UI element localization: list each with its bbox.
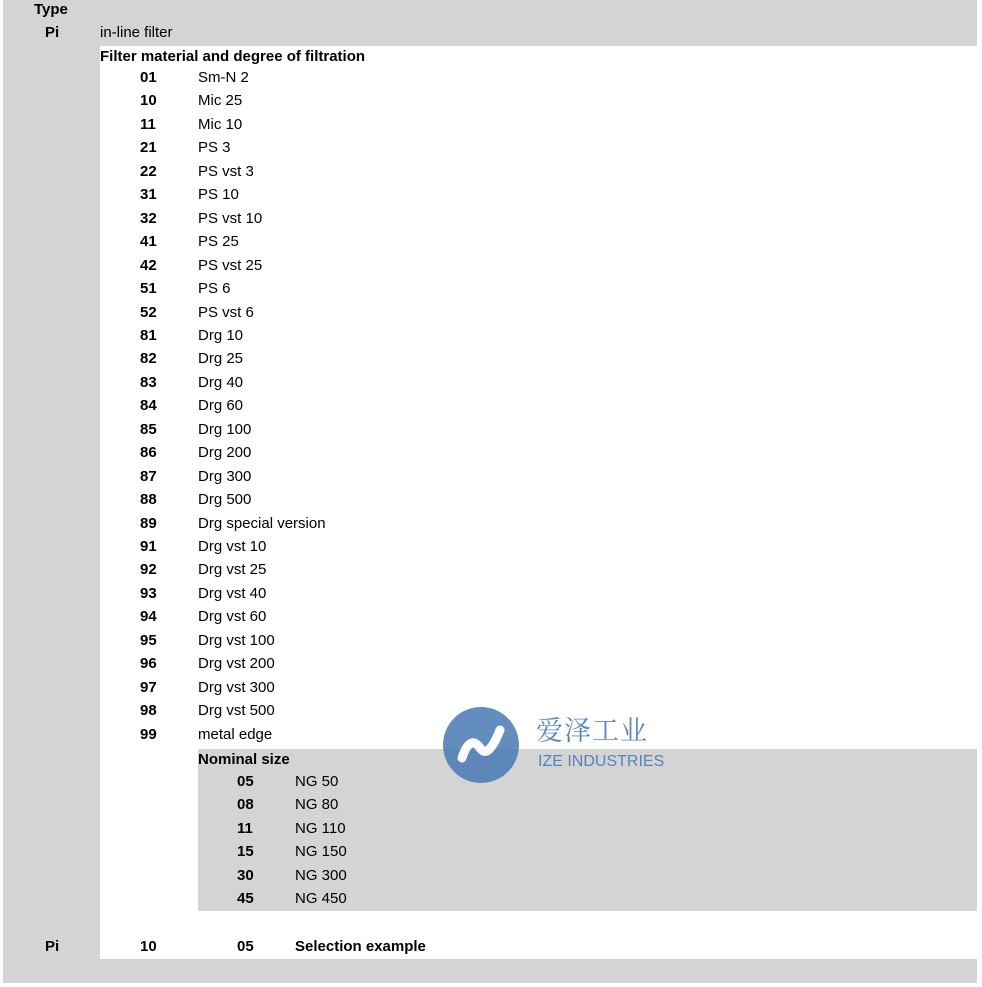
size-title: Nominal size — [198, 751, 290, 768]
size-name: NG 110 — [295, 820, 346, 837]
size-code: 30 — [237, 867, 254, 884]
material-name: Drg vst 10 — [198, 538, 267, 555]
material-code: 22 — [140, 163, 157, 180]
material-name: Drg vst 100 — [198, 632, 275, 649]
material-name: Drg 300 — [198, 468, 252, 485]
material-code: 10 — [140, 92, 157, 109]
material-name: PS 10 — [198, 186, 239, 203]
material-name: Drg 100 — [198, 421, 252, 438]
watermark-en: IZE INDUSTRIES — [538, 753, 665, 770]
material-code: 99 — [140, 726, 157, 743]
material-name: Drg vst 200 — [198, 655, 275, 672]
material-name: PS 6 — [198, 280, 231, 297]
material-name: Mic 10 — [198, 116, 243, 133]
type-label: Type — [34, 1, 68, 18]
material-code: 95 — [140, 632, 157, 649]
material-code: 96 — [140, 655, 157, 672]
example-material: 10 — [140, 938, 157, 955]
material-name: Drg 25 — [198, 350, 244, 367]
material-code: 83 — [140, 374, 157, 391]
material-code: 87 — [140, 468, 157, 485]
example-type: Pi — [45, 938, 60, 955]
material-name: Drg vst 500 — [198, 702, 275, 719]
material-code: 52 — [140, 304, 157, 321]
size-code: 45 — [237, 890, 254, 907]
material-code: 82 — [140, 350, 157, 367]
size-code: 15 — [237, 843, 254, 860]
material-code: 94 — [140, 608, 157, 625]
size-name: NG 450 — [295, 890, 347, 907]
material-code: 86 — [140, 444, 157, 461]
material-code: 81 — [140, 327, 157, 344]
material-name: PS vst 6 — [198, 304, 254, 321]
material-name: Drg 500 — [198, 491, 252, 508]
material-code: 84 — [140, 397, 157, 414]
size-name: NG 50 — [295, 773, 339, 790]
material-name: Mic 25 — [198, 92, 243, 109]
material-name: Drg 40 — [198, 374, 244, 391]
ize-logo-icon — [440, 704, 522, 786]
material-name: PS vst 25 — [198, 257, 263, 274]
material-name: Drg special version — [198, 515, 326, 532]
material-name: Drg 200 — [198, 444, 252, 461]
size-name: NG 300 — [295, 867, 347, 884]
material-code: 91 — [140, 538, 157, 555]
material-name: Drg vst 40 — [198, 585, 267, 602]
material-code: 97 — [140, 679, 157, 696]
material-code: 01 — [140, 69, 157, 86]
material-code: 89 — [140, 515, 157, 532]
material-title: Filter material and degree of filtration — [100, 48, 366, 65]
material-code: 93 — [140, 585, 157, 602]
material-code: 88 — [140, 491, 157, 508]
material-name: metal edge — [198, 726, 273, 743]
material-code: 92 — [140, 561, 157, 578]
material-code: 21 — [140, 139, 157, 156]
material-code: 41 — [140, 233, 157, 250]
example-size: 05 — [237, 938, 254, 955]
material-name: Drg vst 60 — [198, 608, 267, 625]
material-code: 31 — [140, 186, 157, 203]
watermark-cn: 爱泽工业 — [536, 716, 648, 747]
size-code: 11 — [237, 820, 253, 837]
pi-code: Pi — [45, 24, 60, 41]
size-code: 05 — [237, 773, 254, 790]
material-code: 98 — [140, 702, 157, 719]
size-name: NG 150 — [295, 843, 347, 860]
material-code: 32 — [140, 210, 157, 227]
material-name: Drg 60 — [198, 397, 244, 414]
material-name: Drg 10 — [198, 327, 244, 344]
size-name: NG 80 — [295, 796, 339, 813]
material-code: 42 — [140, 257, 157, 274]
material-code: 51 — [140, 280, 157, 297]
material-name: PS vst 10 — [198, 210, 263, 227]
example-label: Selection example — [295, 938, 426, 955]
material-name: PS 3 — [198, 139, 231, 156]
material-name: Drg vst 25 — [198, 561, 267, 578]
material-name: Drg vst 300 — [198, 679, 275, 696]
size-code: 08 — [237, 796, 254, 813]
material-name: Sm-N 2 — [198, 69, 249, 86]
material-code: 11 — [140, 116, 156, 133]
pi-description: in-line filter — [100, 24, 173, 41]
material-name: PS vst 3 — [198, 163, 254, 180]
material-code: 85 — [140, 421, 157, 438]
material-name: PS 25 — [198, 233, 239, 250]
